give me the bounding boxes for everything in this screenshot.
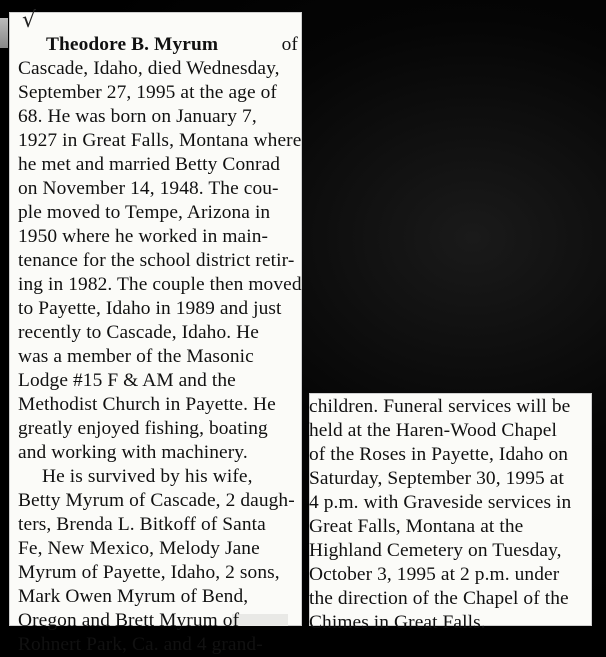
text-line: Highland Cemetery on Tuesday, [309,540,562,561]
text-line: was a member of the Masonic [18,346,254,367]
text-line: tenance for the school district retir- [18,250,295,271]
text-line: 1950 where he worked in main- [18,226,269,247]
text-line: the direction of the Chapel of the [309,588,569,609]
text-line: Chimes in Great Falls. [309,612,486,633]
check-mark: √ [22,8,37,33]
text-line: ters, Brenda L. Bitkoff of Santa [18,514,266,535]
text-line: greatly enjoyed fishing, boating [18,418,268,439]
text-line: 1927 in Great Falls, Montana where [18,130,302,151]
deceased-name: Theodore B. Myrum [46,34,219,55]
text-line: recently to Cascade, Idaho. He [18,322,259,343]
text-line: and working with machinery. [18,442,248,463]
text-line: held at the Haren-Wood Chapel [309,420,557,441]
text-line: 68. He was born on January 7, [18,106,257,127]
text-line: he met and married Betty Conrad [18,154,281,175]
text-line: He is survived by his wife, [42,466,253,487]
text-line: 4 p.m. with Graveside services in [309,492,572,513]
text-line: Betty Myrum of Cascade, 2 daugh- [18,490,295,511]
edge-mark [0,18,8,48]
text-line: Methodist Church in Payette. He [18,394,276,415]
text-line: Lodge #15 F & AM and the [18,370,236,391]
text-line: ing in 1982. The couple then moved [18,274,302,295]
text-line: on November 14, 1948. The cou- [18,178,279,199]
text-line: of the Roses in Payette, Idaho on [309,444,569,465]
text-line: Rohnert Park, Ca. and 4 grand- [18,634,263,655]
obituary-first-line [46,33,298,57]
text-line: to Payette, Idaho in 1989 and just [18,298,282,319]
text-line: Mark Owen Myrum of Bend, [18,586,249,607]
text-line: September 27, 1995 at the age of [18,82,277,103]
text-line: Oregon and Brett Myrum of [18,610,240,631]
text-line: of [281,34,298,55]
text-line: ple moved to Tempe, Arizona in [18,202,271,223]
text-line: children. Funeral services will be [309,396,571,417]
text-line: Great Falls, Montana at the [309,516,524,537]
text-line: Myrum of Payette, Idaho, 2 sons, [18,562,280,583]
text-line: Saturday, September 30, 1995 at [309,468,564,489]
text-line: Fe, New Mexico, Melody Jane [18,538,260,559]
text-line: October 3, 1995 at 2 p.m. under [309,564,560,585]
text-line: Cascade, Idaho, died Wednesday, [18,58,280,79]
clipping-fragment [232,614,288,626]
